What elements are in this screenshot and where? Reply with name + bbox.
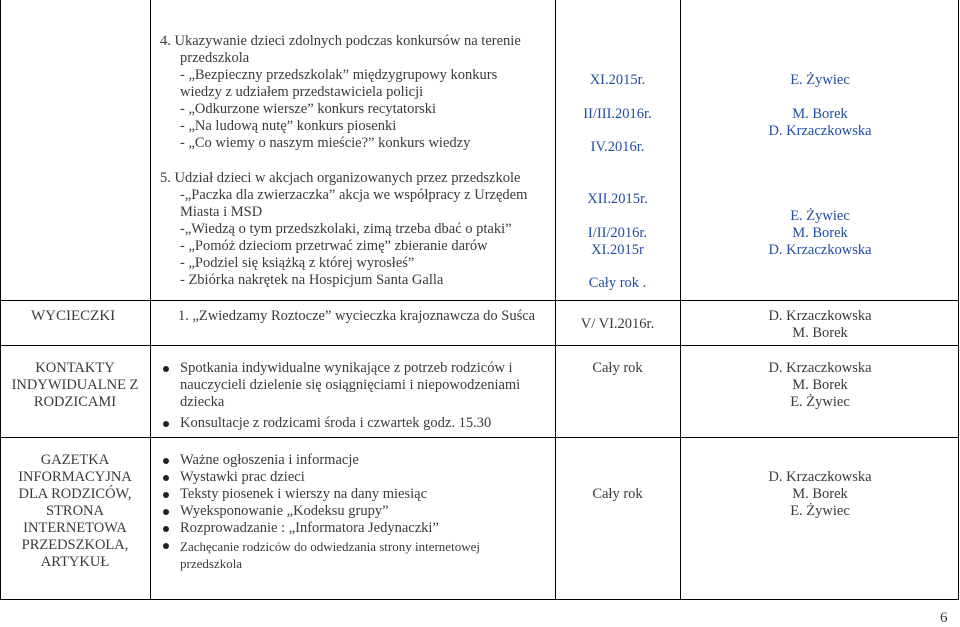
gazetka-label: DLA RODZICÓW,	[18, 486, 132, 502]
section5-line: Miasta i MSD	[180, 204, 263, 220]
kontakty-date: Cały rok	[592, 360, 643, 376]
wycieczki-item: 1. „Zwiedzamy Roztocze” wycieczka krajoznawcza do Suśca	[178, 308, 536, 324]
gazetka-person: M. Borek	[792, 486, 848, 502]
wycieczki-person: D. Krzaczkowska	[768, 308, 872, 324]
section4-line: - „Co wiemy o naszym mieście?” konkurs wiedzy	[180, 135, 471, 151]
bullet-icon	[163, 526, 169, 532]
section5-line: - „Podziel się książką z której wyrosłeś”	[180, 255, 415, 271]
gazetka-bullet-line: Rozprowadzanie : „Informatora Jedynaczki”	[180, 520, 439, 536]
section4-line: - „Na ludową nutę” konkurs piosenki	[180, 118, 397, 134]
gazetka-bullet-line: Zachęcanie rodziców do odwiedzania strony internetowej	[180, 539, 480, 554]
gazetka-person: D. Krzaczkowska	[768, 469, 872, 485]
gazetka-label: GAZETKA	[40, 452, 110, 468]
gazetka-label: ARTYKUŁ	[40, 554, 110, 570]
bullet-icon	[163, 458, 169, 464]
section4-line: - „Bezpieczny przedszkolak” międzygrupowy konkurs	[180, 67, 498, 83]
gazetka-bullet-line: przedszkola	[180, 556, 243, 571]
bullet-icon	[163, 421, 169, 427]
gazetka-label: STRONA	[45, 503, 104, 519]
grid-hline-2	[0, 345, 959, 346]
section4-date: XI.2015r.	[589, 72, 646, 88]
section4-line: - „Odkurzone wiersze” konkurs recytatorski	[180, 101, 437, 117]
section5-date: XI.2015r	[591, 242, 644, 258]
section4-person: D. Krzaczkowska	[768, 123, 872, 139]
gazetka-label: PRZEDSZKOLA,	[21, 537, 129, 553]
gazetka-bullet-line: Ważne ogłoszenia i informacje	[180, 452, 359, 468]
kontakty-label: KONTAKTY	[35, 360, 115, 376]
bullet-icon	[163, 543, 169, 549]
section5-line: -„Wiedzą o tym przedszkolaki, zimą trzeba dbać o ptaki”	[180, 221, 512, 237]
section5-line: - „Pomóż dzieciom przetrwać zimę” zbieranie darów	[180, 238, 488, 254]
section4-date: IV.2016r.	[590, 139, 645, 155]
section4-line: wiedzy z udziałem przedstawiciela policji	[180, 84, 424, 100]
gazetka-bullet-line: Wyeksponowanie „Kodeksu grupy”	[180, 503, 389, 519]
kontakty-person: D. Krzaczkowska	[768, 360, 872, 376]
page-number: 6	[940, 610, 948, 626]
kontakty-person: E. Żywiec	[790, 394, 850, 410]
section4-person: M. Borek	[792, 106, 848, 122]
kontakty-label: INDYWIDUALNE Z	[11, 377, 139, 393]
section5-line: -„Paczka dla zwierzaczka” akcja we współpracy z Urzędem	[180, 187, 528, 203]
gazetka-label: INFORMACYJNA	[18, 469, 132, 485]
section5-person: D. Krzaczkowska	[768, 242, 872, 258]
section5-date: I/II/2016r.	[587, 225, 648, 241]
grid-hline-3	[0, 437, 959, 438]
gazetka-bullet-line: Teksty piosenek i wierszy na dany miesiąc	[180, 486, 428, 502]
section4-person: E. Żywiec	[790, 72, 850, 88]
bullet-icon	[163, 366, 169, 372]
kontakty-person: M. Borek	[792, 377, 848, 393]
grid-hline-1	[0, 300, 959, 301]
bullet-icon	[163, 492, 169, 498]
gazetka-person: E. Żywiec	[790, 503, 850, 519]
kontakty-bullet-line: dziecka	[180, 394, 225, 410]
kontakty-bullet-line: nauczycieli dzielenie się osiągnięciami i niepowodzeniami	[180, 377, 521, 393]
section4-line: 4. Ukazywanie dzieci zdolnych podczas konkursów na terenie	[160, 33, 521, 49]
grid-hline-4	[0, 599, 959, 600]
kontakty-bullet-line: Konsultacje z rodzicami środa i czwartek godz. 15.30	[180, 415, 492, 431]
bullet-icon	[163, 475, 169, 481]
section5-line: - Zbiórka nakrętek na Hospicjum Santa Galla	[180, 272, 444, 288]
bullet-icon	[163, 509, 169, 515]
section5-person: E. Żywiec	[790, 208, 850, 224]
section4-date: II/III.2016r.	[583, 106, 652, 122]
gazetka-label: INTERNETOWA	[23, 520, 127, 536]
section5-person: M. Borek	[792, 225, 848, 241]
wycieczki-date: V/ VI.2016r.	[580, 316, 655, 332]
section4-line: przedszkola	[180, 50, 250, 66]
kontakty-label: RODZICAMI	[33, 394, 117, 410]
gazetka-date: Cały rok	[592, 486, 643, 502]
section5-date: Cały rok .	[588, 275, 647, 291]
wycieczki-person: M. Borek	[792, 325, 848, 341]
wycieczki-label: WYCIECZKI	[31, 308, 116, 324]
section5-date: XII.2015r.	[587, 191, 648, 207]
section5-line: 5. Udział dzieci w akcjach organizowanych przez przedszkole	[160, 170, 521, 186]
gazetka-bullet-line: Wystawki prac dzieci	[180, 469, 305, 485]
kontakty-bullet-line: Spotkania indywidualne wynikające z potrzeb rodziców i	[180, 360, 513, 376]
